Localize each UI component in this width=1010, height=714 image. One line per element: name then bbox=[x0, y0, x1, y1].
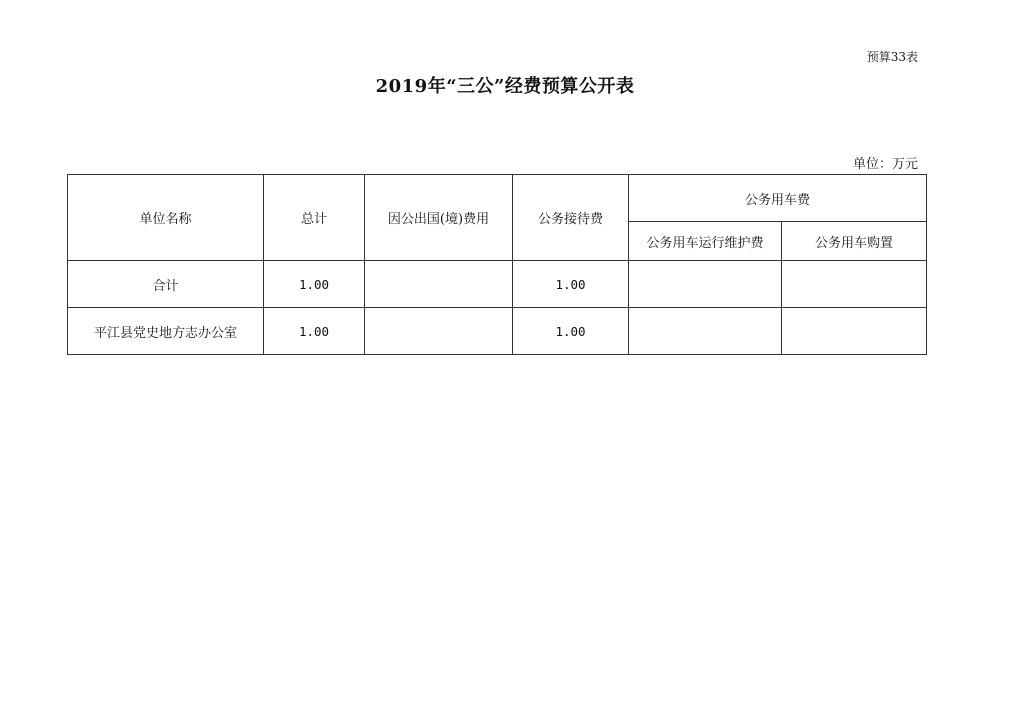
cell-total: 1.00 bbox=[264, 308, 365, 355]
table-row bbox=[68, 261, 927, 308]
unit-label: 单位：万元 bbox=[852, 157, 918, 172]
cell-unit-name: 合计 bbox=[68, 261, 264, 308]
header-unit-name: 单位名称 bbox=[68, 175, 264, 261]
cell-overseas bbox=[365, 261, 513, 308]
table-number: 预算33表 bbox=[866, 50, 918, 64]
cell-unit-name: 平江县党史地方志办公室 bbox=[68, 308, 264, 355]
header-vehicle-purchase: 公务用车购置 bbox=[782, 222, 927, 261]
cell-reception: 1.00 bbox=[513, 308, 629, 355]
cell-vehicle-ops bbox=[629, 308, 782, 355]
page-title: 2019年“三公”经费预算公开表 bbox=[375, 76, 635, 97]
table-row bbox=[68, 308, 927, 355]
cell-overseas bbox=[365, 308, 513, 355]
header-overseas: 因公出国(境)费用 bbox=[365, 175, 513, 261]
cell-vehicle-purchase bbox=[782, 261, 927, 308]
cell-vehicle-purchase bbox=[782, 308, 927, 355]
cell-total: 1.00 bbox=[264, 261, 365, 308]
cell-reception: 1.00 bbox=[513, 261, 629, 308]
header-total: 总计 bbox=[264, 175, 365, 261]
header-reception: 公务接待费 bbox=[513, 175, 629, 261]
header-vehicle-ops: 公务用车运行维护费 bbox=[629, 222, 782, 261]
budget-table bbox=[67, 174, 927, 355]
header-vehicle: 公务用车费 bbox=[629, 175, 927, 222]
cell-vehicle-ops bbox=[629, 261, 782, 308]
